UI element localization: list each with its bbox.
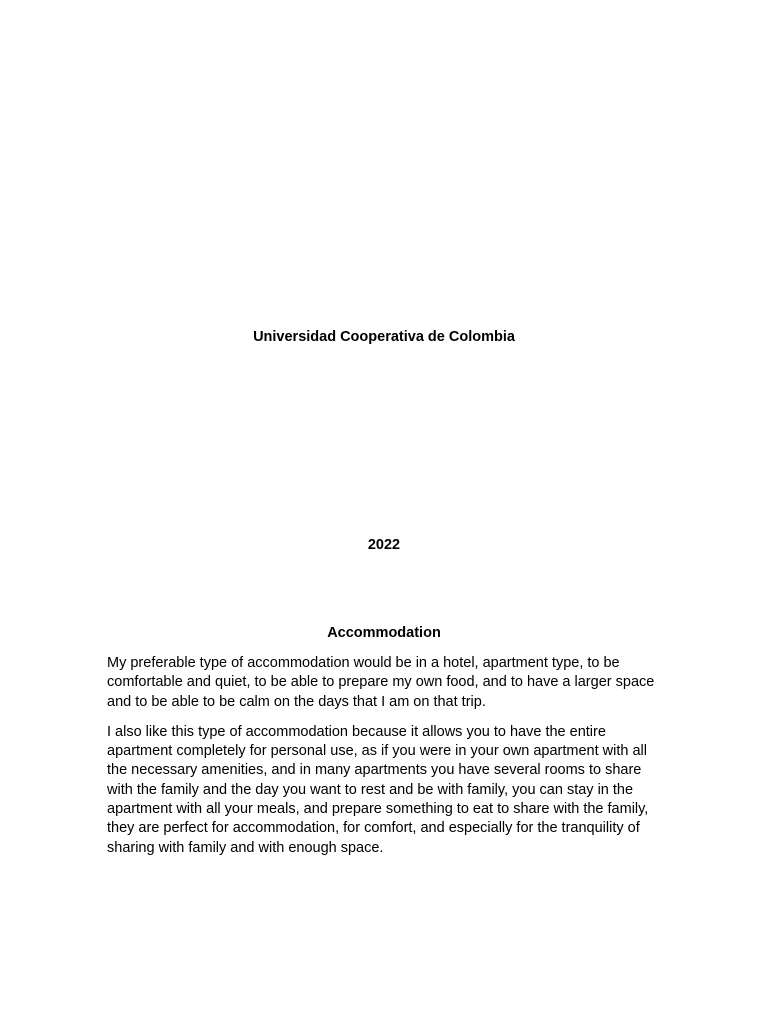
institution-name: Universidad Cooperativa de Colombia <box>253 329 515 345</box>
paragraph-2: I also like this type of accommodation because it allows you to have the entire apartment completely for personal use, as if you were in your own apartment with all the necessary amenities, and in many apartments you have several rooms to share with the family and the day you want to rest and be with family, you can stay in the apartment with all your meals, and prepare something to eat to share with the family, they are perfect for accommodation, for comfort, and especially for the tranquility of sharing with family and with enough space. <box>107 723 649 856</box>
paragraph-1: My preferable type of accommodation would be in a hotel, apartment type, to be comfortable and quiet, to be able to prepare my own food, and to have a larger space and to be able to be calm on the days that I am on that trip. <box>107 655 655 710</box>
section-body <box>107 654 663 869</box>
document-year: 2022 <box>367 537 401 553</box>
section-heading: Accommodation <box>327 625 441 641</box>
